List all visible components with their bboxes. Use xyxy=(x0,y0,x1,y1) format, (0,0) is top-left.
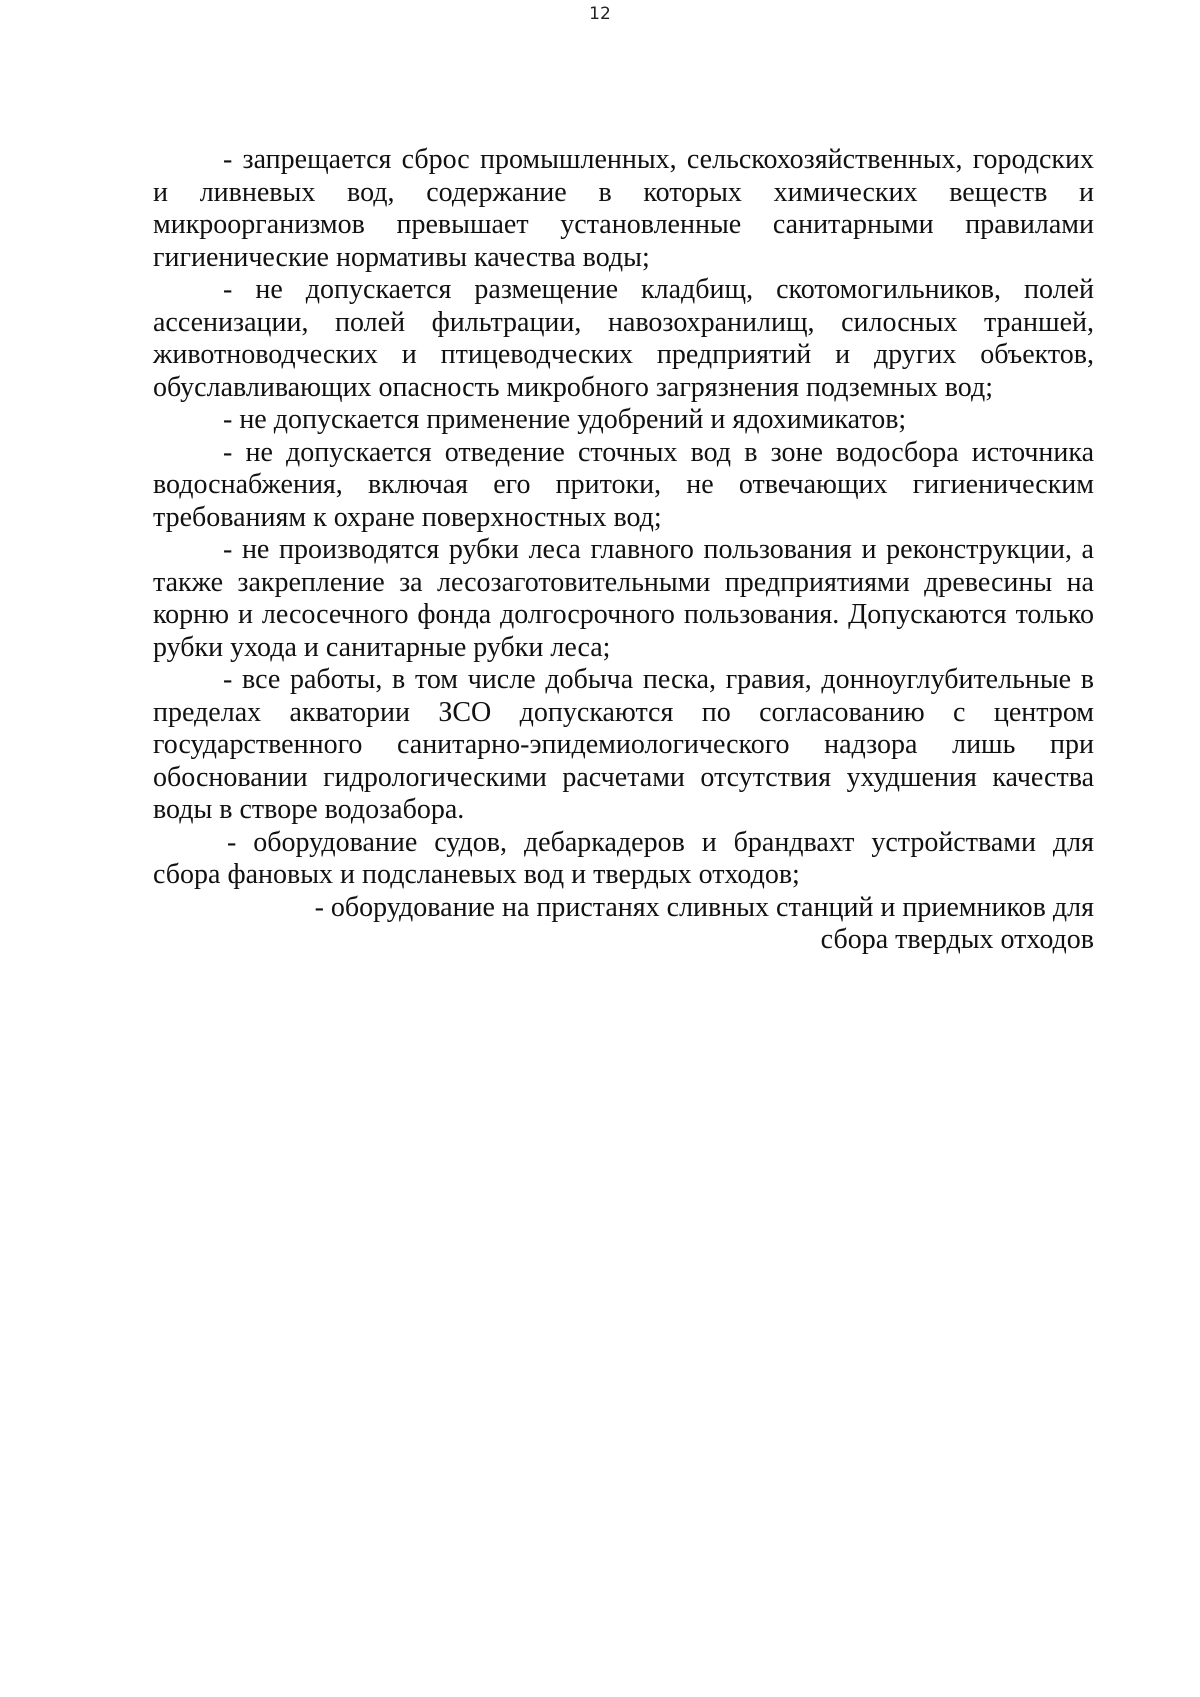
paragraph-vessel-equipment: - оборудование судов, дебаркадеров и брандвахт устройствами для сбора фановых и подсланевых вод и твердых отходов; xyxy=(153,826,1094,890)
paragraph-pier-equipment-line-2: сбора твердых отходов xyxy=(820,924,1094,955)
paragraph-fertilizer-ban: - не допускается применение удобрений и ядохимикатов; xyxy=(223,404,907,435)
paragraph-wastewater-ban: - не допускается отведение сточных вод в зоне водосбора источника водоснабжения, включая его притоки, не отвечающих гигиеническим требованиям к охране поверхностных вод; xyxy=(153,436,1094,533)
paragraph-pier-equipment-line-1: - оборудование на пристанях сливных станций и приемников для xyxy=(314,891,1094,923)
paragraph-discharge-ban: - запрещается сброс промышленных, сельскохозяйственных, городских и ливневых вод, содержание в которых химических веществ и микроорганизмов превышает установленные санитарными правилами гигиенические нормативы качества воды; xyxy=(153,144,1094,273)
document-body xyxy=(153,144,1094,957)
paragraph-pier-equipment xyxy=(153,892,1094,957)
page-number: 12 xyxy=(589,4,611,24)
paragraph-placement-ban: - не допускается размещение кладбищ, скотомогильников, полей ассенизации, полей фильтрации, навозохранилищ, силосных траншей, животноводческих и птицеводческих предприятий и других объектов, обуславливающих опасность микробного загрязнения подземных вод; xyxy=(153,274,1094,403)
paragraph-works-approval: - все работы, в том числе добыча песка, гравия, донноуглубительные в пределах акватории ЗСО допускаются по согласованию с центром государственного санитарно-эпидемиологического надзора лишь при обосновании гидрологическими расчетами отсутствия ухудшения качества воды в створе водозабора. xyxy=(153,664,1094,825)
paragraph-logging-restriction: - не производятся рубки леса главного пользования и реконструкции, а также закрепление за лесозаготовительными предприятиями древесины на корню и лесосечного фонда долгосрочного пользования. Допускаются только рубки ухода и санитарные рубки леса; xyxy=(153,534,1094,663)
